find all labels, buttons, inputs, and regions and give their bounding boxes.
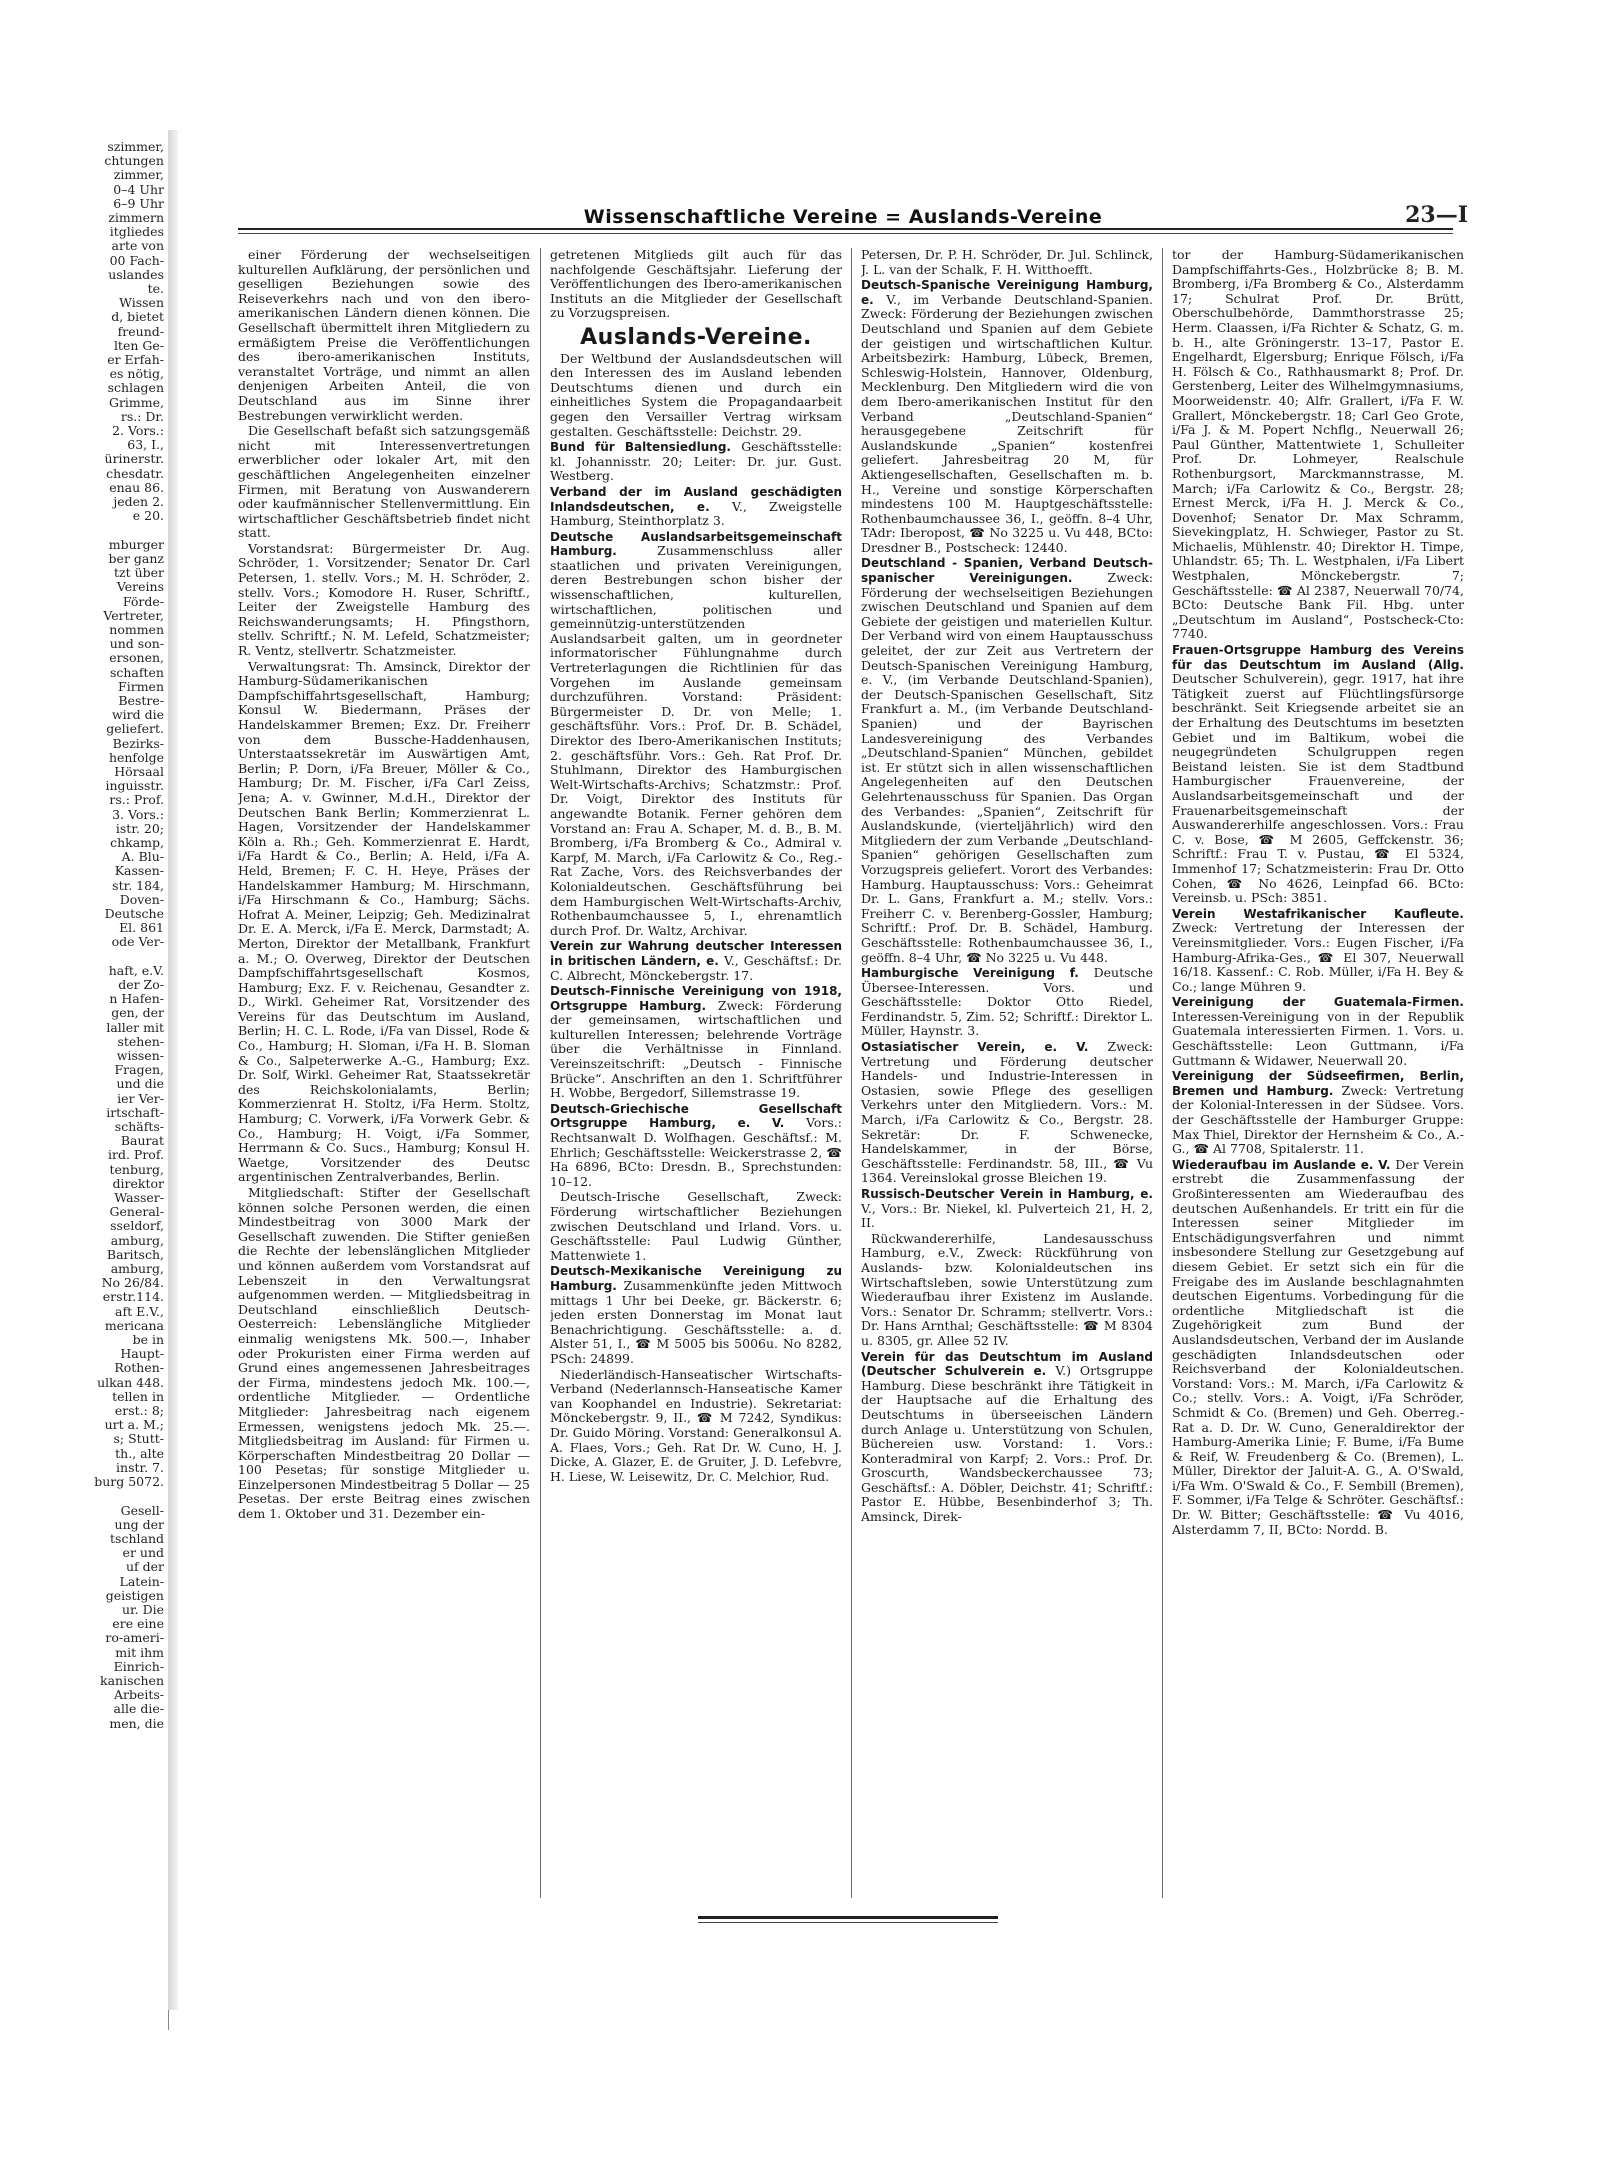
facing-page-fragment: [0, 140, 169, 2030]
directory-entry: Verwaltungsrat: Th. Amsinck, Direktor der Hamburg-Südamerikanischen Dampfschiffahrtsgesellschaft, Hamburg; Konsul W. Biedermann, Präses der Handelskammer Bremen; Exz. Dr. Freiherr von dem Bussche-Haddenhausen, Unterstaatssekretär im Auswärtigen Amt, Berlin; P. Dorn, i/Fa Breuer, Möller & Co., Hamburg; Dr. M. Fischer, i/Fa Carl Zeiss, Jena; A. v. Gwinner, M.d.H., Direktor der Deutschen Bank Berlin; Kommerzienrat L. Hagen, Vorsitzender der Handelskammer Köln a. Rh.; Geh. Kommerzienrat E. Hardt, i/Fa Hardt & Co., Berlin; A. Held, i/Fa A. Held, Bremen; F. C. H. Heye, Präses der Handelskammer Hamburg; M. Hirschmann, i/Fa Hirschmann & Co., Hamburg; Sächs. Hofrat A. Meiner, Leipzig; Geh. Medizinalrat Dr. E. A. Merck, i/Fa E. Merck, Darmstadt; A. Merton, Direktor der Metallbank, Frankfurt a. M.; O. Overweg, Direktor der Deutschen Dampfschiffahrtsgesellschaft Kosmos, Hamburg; Exz. F. v. Reichenau, Gesandter z. D., Wirkl. Geheimer Rat, Vorsitzender des Vereins für das Deutschtum im Ausland, Berlin; H. C. L. Rode, i/Fa van Dissel, Rode & Co., Hamburg; H. Sloman, i/Fa H. B. Sloman & Co., Salpeterwerke A.-G., Hamburg; Exz. Dr. Solf, Wirkl. Geheimer Rat, Staatssekretär des Reichskolonialamts, Berlin; Kommerzienrat H. Stoltz, i/Fa Herm. Stoltz, Hamburg; C. Vorwerk, i/Fa Vorwerk Gebr. & Co., Hamburg; H. Voigt, i/Fa Sommer, Herrmann & Co. Sucs., Hamburg; Konsul H. Waetge, Vorsitzender des Deutsc argentinischen Zentralverbandes, Berlin.: [238, 658, 530, 1185]
facing-page-line: schäfts-: [114, 1119, 164, 1135]
facing-page-line: er Erfah-: [107, 352, 164, 368]
facing-page-line: und son-: [109, 636, 164, 652]
facing-page-line: itgliedes: [109, 224, 164, 240]
directory-entry: Bund für Baltensiedlung. Geschäftsstelle: kl. Johannisstr. 20; Leiter: Dr. jur. Gust. Westberg.: [550, 439, 842, 484]
facing-page-line: chesdatr.: [106, 465, 164, 481]
entry-name: Verband der im Ausland geschädigten Inlandsdeutschen, e.: [550, 484, 842, 514]
facing-page-line: e 20.: [132, 508, 164, 524]
facing-page-line: 3. Vors.:: [112, 806, 164, 822]
facing-page-line: A. Blu-: [121, 849, 164, 865]
directory-entry: Verein zur Wahrung deutscher Interessen in britischen Ländern, e. V., Geschäftsf.: Dr. C. Albrecht, Mönckebergstr. 17.: [550, 939, 842, 983]
facing-page-line: te.: [147, 281, 164, 297]
facing-page-line: chkamp,: [110, 834, 164, 850]
column-3: [861, 248, 1153, 1908]
facing-page-line: Bezirks-: [112, 735, 164, 751]
facing-page-line: Vertreter,: [103, 607, 164, 623]
facing-page-line: schaften: [109, 664, 164, 680]
facing-page-line: geliefert.: [106, 721, 164, 737]
facing-page-line: [0, 523, 168, 537]
entry-name: Verein für das Deutschtum im Ausland (Deutscher Schulverein e.: [861, 1349, 1153, 1379]
header-rule: [238, 228, 1453, 230]
directory-entry: Vereinigung der Guatemala-Firmen. Interessen-Vereinigung von in der Republik Guatemala interessierten Firmen. 1. Vors. u. Geschäftsstelle: Leon Guttmann, i/Fa Guttmann & Widawer, Neuerwall 20.: [1172, 995, 1464, 1068]
directory-entry: Deutsch-Mexikanische Vereinigung zu Hamburg. Zusammenkünfte jeden Mittwoch mittags 1 Uhr bei Deeke, gr. Bäckerstr. 6; jeden ersten Donnerstag im Monat laut Benachrichtigung. Geschäftsstelle: a. d. Alster 51, I., ☎ M 5005 bis 5006u. No 8282, PSch: 24899.: [550, 1264, 842, 1366]
entry-name: Verein zur Wahrung deutscher Interessen in britischen Ländern, e.: [550, 939, 842, 968]
entry-name: Vereinigung der Südseefirmen, Berlin, Bremen und Hamburg.: [1172, 1069, 1464, 1098]
directory-entry: Petersen, Dr. P. H. Schröder, Dr. Jul. Schlinck, J. L. van der Schalk, F. H. Witthoefft.: [861, 248, 1153, 277]
facing-page-line: gen, der: [111, 1005, 164, 1021]
facing-page-line: und die: [116, 1076, 164, 1092]
directory-entry: Deutsch-Finnische Vereinigung von 1918, Ortsgruppe Hamburg. Zweck: Förderung der gemeinsamen, wirtschaftlichen und kulturellen Interessen; belehrende Vorträge über die Verhältnisse in Finnland. Vereinszeitschrift: „Deutsch - Finnische Brücke“. Anschriften an den 1. Schriftführer H. Wobbe, Bergedorf, Sillemstrasse 19.: [550, 984, 842, 1101]
directory-page: [238, 190, 1508, 1950]
facing-page-line: ur. Die: [121, 1601, 164, 1617]
facing-page-line: arte von: [111, 238, 164, 254]
facing-page-line: stehen-: [117, 1033, 164, 1049]
facing-page-line: uf der: [125, 1559, 164, 1575]
facing-page-line: Firmen: [118, 678, 164, 694]
facing-page-line: Förde-: [122, 593, 164, 609]
directory-entry: Deutsche Auslandsarbeitsgemeinschaft Hamburg. Zusammenschluss aller staatlichen und privaten Vereinigungen, deren Bestrebungen schon bisher der wissenschaftlichen, kulturellen, wirtschaftlichen, politischen und gemeinnützig-unterstützenden Auslandsarbeit galten, um in geordneter informatorischer Fühlungnahme durch Vertreterlagungen die Richtlinien für das Vorgehen im Auslande gemeinsam durchzuführen. Vorstand: Präsident: Bürgermeister D. Dr. von Melle; 1. geschäftsführ. Vors.: Prof. Dr. B. Schädel, Direktor des Ibero-Amerikanischen Instituts; 2. geschäftsführ. Vors.: Geh. Rat Prof. Dr. Stuhlmann, Direktor des Hamburgischen Welt-Wirtschafts-Archivs; Schatzmstr.: Prof. Dr. Voigt, Direktor des Instituts für angewandte Botanik. Ferner gehören dem Vorstand an: Frau A. Schaper, M. d. B., B. M. Bromberg, i/Fa Bromberg & Co., Admiral v. Karpf, M. March, i/Fa Carlowitz & Co., Reg.-Rat Zache, Vors. des Reichsverbandes der Kolonialdeutschen. Geschäftsführung bei dem Hamburgischen Welt-Wirtschafts-Archiv, Rothenbaumchaussee 5, I., ehrenamtlich durch Prof. Dr. Waltz, Archivar.: [550, 529, 842, 938]
facing-page-line: ird. Prof.: [108, 1147, 164, 1163]
entry-name: Frauen-Ortsgruppe Hamburg des Vereins für das Deutschtum im Ausland (Allg.: [1172, 643, 1464, 672]
directory-entry: Mitgliedschaft: Stifter der Gesellschaft können solche Personen werden, die einen Mindestbeitrag von 3000 Mark der Gesellschaft zuwenden. Die Stifter genießen die Rechte der lebenslänglichen Mitglieder und können außerdem vom Vorstandsrat auf Lebenszeit in den Verwaltungsrat aufgenommen werden. — Mitgliedsbeitrag in Deutschland einschließlich Deutsch-Oesterreich: Lebenslängliche Mitglieder einmalig wenigstens Mk. 500.—, Inhaber oder Prokuristen einer Firma werden auf Grund eines angemessenen Jahresbeitrages der Firma, mindestens jedoch Mk. 100.—, ordentliche Mitglieder. — Ordentliche Mitglieder: Jahresbeitrag nach eigenem Ermessen, wenigstens jedoch Mk. 25.—. Mitgliedsbeitrag im Ausland: für Firmen u. Körperschaften Mindestbeitrag 20 Dollar — 100 Pesetas; für sonstige Mitglieder u. Einzelpersonen Mindestbeitrag 5 Dollar — 25 Pesetas. Der erste Beitrag eines zwischen dem 1. Oktober und 31. Dezember ein-: [238, 1185, 530, 1522]
facing-page-line: uslandes: [108, 266, 164, 282]
entry-name: Deutsch-Mexikanische Vereinigung zu Hamburg.: [550, 1264, 842, 1293]
page-title: Wissenschaftliche Vereine = Auslands-Vereine: [583, 206, 1103, 228]
facing-page-line: ung der: [114, 1516, 164, 1532]
entry-name: Deutsche Auslandsarbeitsgemeinschaft Hamburg.: [550, 529, 842, 559]
facing-page-line: nommen: [109, 621, 164, 637]
directory-entry: Der Weltbund der Auslandsdeutschen will den Interessen des im Ausland lebenden Deutschtums dienen und durch ein einheitliches System die Propagandaarbeit gegen den Versailler Vertrag wirksam gestalten. Geschäftsstelle: Deichstr. 29.: [550, 350, 842, 439]
facing-page-line: Arbeits-: [113, 1687, 164, 1703]
facing-page-line: tschland: [110, 1530, 164, 1546]
facing-page-line: inguisstr.: [105, 778, 164, 794]
closing-rule-thin: [698, 1922, 998, 1923]
entry-name: Russisch-Deutscher Verein in Hamburg, e.: [861, 1187, 1153, 1201]
facing-page-line: Bestre-: [118, 692, 164, 708]
facing-page-line: 2. Vors.:: [112, 423, 164, 439]
directory-entry: Deutsch-Irische Gesellschaft, Zweck: Förderung wirtschaftlicher Beziehungen zwischen Deutschland und Irland. Vors. u. Geschäftsstelle: Paul Ludwig Günther, Mattenwiete 1.: [550, 1189, 842, 1263]
entry-name: Hamburgische Vereinigung f.: [861, 966, 1094, 981]
directory-entry: Ostasiatischer Verein, e. V. Zweck: Vertretung und Förderung deutscher Handels- und Industrie-Interessen in Ostasien, sowie Pflege des geselligen Verkehrs unter den Mitgliedern. Vors.: M. March, i/Fa Carlowitz & Co., Bergstr. 28. Sekretär: Dr. F. Schwenecke, Handelskammer, in der Börse, Geschäftsstelle: Ferdinandstr. 58, III., ☎ Vu 1364. Vereinslokal grosse Bleichen 19.: [861, 1039, 1153, 1186]
entry-name: Wiederaufbau im Auslande e. V.: [1172, 1157, 1396, 1172]
facing-page-line: burg 5072.: [94, 1474, 164, 1490]
facing-page-line: Baurat: [120, 1133, 164, 1149]
facing-page-line: wissen-: [116, 1048, 164, 1063]
facing-page-line: tenburg,: [109, 1161, 164, 1177]
book-gutter: [168, 130, 178, 2010]
facing-page-line: n Hafen-: [109, 991, 164, 1007]
directory-entry: Deutsch-Griechische Gesellschaft Ortsgruppe Hamburg, e. V. Vors.: Rechtsanwalt D. Wolfhagen. Geschäftsf.: M. Ehrlich; Geschäftsstelle: Weickerstrasse 2, ☎ Ha 6896, BCto: Dresdn. B., Sprechstunden: 10–12.: [550, 1101, 842, 1189]
facing-page-line: mericana: [104, 1317, 164, 1333]
facing-page-line: tzt über: [113, 565, 164, 581]
page-number: 23—I: [1405, 202, 1468, 228]
facing-page-line: enau 86.: [109, 479, 164, 495]
facing-page-line: ere eine: [112, 1616, 164, 1632]
facing-page-line: schlagen: [107, 380, 164, 396]
text-columns: [238, 248, 1464, 1948]
facing-page-line: [0, 1489, 168, 1503]
directory-entry: tor der Hamburg-Südamerikanischen Dampfschiffahrts-Ges., Holzbrücke 8; B. M. Bromberg, i/Fa Bromberg & Co., Alsterdamm 17; Schulrat Prof. Dr. Brütt, Oberschulbehörde, Dammthorstrasse 25; Herm. Claassen, i/Fa Richter & Schatz, G. m. b. H., alte Gröningerstr. 13–17, Pastor E. Engelhardt, Elgersburg; Enrique Fölsch, i/Fa H. Fölsch & Co., Rathhausmarkt 8; Prof. Dr. Gerstenberg, Leiter des Wilhelmgymnasiums, Moorweidenstr. 40; Alfr. Grallert, i/Fa F. W. Grallert, Mönckebergstr. 18; Carl Geo Grote, i/Fa J. & M. Popert Nchflg., Neuerwall 26; Paul Günther, Mattentwiete 1, Schulleiter Prof. Dr. Lohmeyer, Realschule Rothenburgsort, Marckmannstrasse, M. March; i/Fa Carlowitz & Co., Bergstr. 28; Ernest Merck, i/Fa H. J. Merck & Co., Dovenhof; Senator Dr. Max Schramm, Sievekingplatz, H. Schwieger, Pastor zu St. Michaelis, Mühlenstr. 40; Direktor H. Timpe, Uhlandstr. 65; Th. L. Westphalen, i/Fa Libert Westphalen, Mönckebergstr. 7; Geschäftsstelle: ☎ Al 2387, Neuerwall 70/74, BCto: Deutsche Bank Fil. Hbg. unter „Deutschtum im Ausland“, Postscheck-Cto: 7740.: [1172, 248, 1464, 642]
entry-name: Deutschland - Spanien, Verband Deutsch-spanischer Vereinigungen.: [861, 556, 1153, 586]
directory-entry: Niederländisch-Hanseatischer Wirtschafts-Verband (Nederlannsch-Hanseatische Kamer van Koophandel en Industrie). Sekretariat: Mönckebergstr. 9, II., ☎ M 7242, Syndikus: Dr. Guido Möring. Vorstand: Generalkonsul A. A. Flaes, Vors.; Geh. Rat Dr. W. Cuno, H. J. Dicke, A. Glazer, E. de Gruiter, J. D. Lefebvre, H. Liese, W. Leisewitz, Dr. C. Melchior, Rud.: [550, 1366, 842, 1484]
facing-page-line: ier Ver-: [117, 1090, 164, 1106]
facing-page-line: 0–4 Uhr: [113, 181, 164, 197]
facing-page-line: geistigen: [105, 1587, 164, 1603]
facing-page-line: freund-: [117, 323, 164, 339]
entry-name: Deutsch-Finnische Vereinigung von 1918, Ortsgruppe Hamburg.: [550, 984, 842, 1013]
facing-page-line: ode Ver-: [111, 934, 164, 950]
facing-page-line: Kassen-: [114, 863, 164, 879]
facing-page-line: ürinerstr.: [104, 451, 164, 467]
entry-name: Verein Westafrikanischer Kaufleute.: [1172, 906, 1464, 921]
directory-entry: einer Förderung der wechselseitigen kulturellen Aufklärung, der persönlichen und geselligen Beziehungen sowie des Reiseverkehrs nach und von den ibero-amerikanischen Ländern dienen können. Die Gesellschaft übermittelt ihren Mitgliedern zu ermäßigtem Preise die Veröffentlichungen des ibero-amerikanischen Instituts, veranstaltet Vorträge, und nimmt an allen denjenigen Arbeiten Anteil, die von Deutschland aus im Sinne ihrer Bestrebungen verwirklicht werden.: [238, 248, 530, 423]
facing-page-line: kanischen: [100, 1672, 164, 1688]
facing-page-line: General-: [109, 1204, 164, 1220]
closing-rule: [698, 1916, 998, 1919]
facing-page-line: istr. 20;: [115, 820, 164, 836]
facing-page-line: El. 861: [119, 920, 164, 936]
directory-entry: Verband der im Ausland geschädigten Inlandsdeutschen, e. V., Zweigstelle Hamburg, Steinthorplatz 3.: [550, 484, 842, 529]
column-1: [238, 248, 530, 1908]
facing-page-line: direktor: [112, 1175, 164, 1191]
facing-page-line: haft, e.V.: [108, 962, 164, 978]
directory-entry: Deutsch-Spanische Vereinigung Hamburg, e. V., im Verbande Deutschland-Spanien. Zweck: Förderung der Beziehungen zwischen Deutschland und Spanien auf dem Gebiete der geistigen und wirtschaftlichen Kultur. Arbeitsbezirk: Hamburg, Lübeck, Bremen, Schleswig-Holstein, Hannover, Oldenburg, Mecklenburg. Den Mitgliedern wird die von dem Ibero-amerikanischen Institut für den Verband „Deutschland-Spanien“ herausgegebene Zeitschrift für Auslandskunde „Spanien“ kostenfrei geliefert. Jahresbeitrag 20 M, für Aktiengesellschaften, Gesellschaften m. b. H., Vereine und sonstige Körperschaften mindestens 100 M. Hauptgeschäftsstelle: Rothenbaumchaussee 36, I., geöffn. 8–4 Uhr, TAdr: Iberopost, ☎ No 3225 u. Vu 448, BCto: Dresdner B., Postscheck: 12440.: [861, 278, 1153, 555]
entry-name: Ostasiatischer Verein, e. V.: [861, 1040, 1108, 1055]
section-heading: Auslands-Vereine.: [580, 324, 812, 350]
facing-page-line: rs.: Prof.: [109, 792, 164, 808]
facing-page-line: alle die-: [113, 1701, 164, 1717]
facing-page-line: chtungen: [104, 153, 164, 169]
facing-page-line: Baritsch,: [106, 1246, 164, 1262]
facing-page-line: Grimme,: [108, 394, 164, 410]
column-divider: [540, 248, 541, 1898]
facing-page-line: er und: [122, 1545, 164, 1561]
directory-entry: Hamburgische Vereinigung f. Deutsche Übersee-Interessen. Vors. und Geschäftsstelle: Doktor Otto Riedel, Ferdinandstr. 5, Zim. 52; Schriftf.: Direktor L. Müller, Haynstr. 3.: [861, 965, 1153, 1039]
directory-entry: Deutschland - Spanien, Verband Deutsch-spanischer Vereinigungen. Zweck: Förderung der wechselseitigen Beziehungen zwischen Deutschland und Spanien auf dem Gebiete der geistigen und materiellen Kultur. Der Verband wird von einem Hauptausschuss geleitet, der zur Zeit aus Vertretern der Deutsch-Spanischen Vereinigung Hamburg, e. V., (im Verbande Deutschland-Spanien), der Deutsch-Spanischen Gesellschaft, Sitz Frankfurt a. M., (im Verbande Deutschland-Spanien) und der Bayrischen Landesvereinigung des Verbandes „Deutschland-Spanien“ München, gebildet ist. Er stützt sich in allen wissenschaftlichen Angelegenheiten auf den Deutschen Gelehrtenausschuss für Spanien. Das Organ des Verbandes: „Spanien“, Zeitschrift für Auslandskunde, (vierteljährlich) wird den Mitgliedern der zum Verbande „Deutschland-Spanien“ gehörigen Gesellschaften zum Vorzugspreis geliefert. Vorort des Verbandes: Hamburg. Hauptausschuss: Vors.: Geheimrat Dr. L. Gans, Frankfurt a. M.; stellv. Vors.: Freiherr C. v. Berenberg-Gossler, Hamburg; Schriftf.: Prof. Dr. B. Schädel, Hamburg. Geschäftsstelle: Rothenbaumchaussee 36, I., geöffn. 8–4 Uhr, ☎ No 3225 u. Vu 448.: [861, 556, 1153, 965]
facing-page-line: 00 Fach-: [109, 252, 164, 268]
facing-page-line: aft E.V.,: [115, 1303, 164, 1319]
facing-page-line: es nötig,: [109, 366, 164, 382]
facing-page-line: tellen in: [112, 1388, 164, 1404]
facing-page-line: lten Ge-: [113, 337, 164, 353]
directory-entry: Russisch-Deutscher Verein in Hamburg, e. V., Vors.: Br. Niekel, kl. Pulverteich 21, H. 2, II.: [861, 1187, 1153, 1231]
facing-page-line: 6–9 Uhr: [113, 195, 164, 211]
facing-page-line: henfolge: [108, 749, 164, 765]
directory-entry: Vorstandsrat: Bürgermeister Dr. Aug. Schröder, 1. Vorsitzender; Senator Dr. Carl Petersen, 1. stellv. Vors.; M. H. Schröder, 2. stellv. Vors.; Komodore H. Ruser, Schriftf., Leiter der Zweigstelle Hamburg des Reichswanderungsamts; H. Pfingsthorn, stellv. Schriftf.; N. M. Lefeld, Schatzmeister; R. Ventz, stellvertr. Schatzmeister.: [238, 540, 530, 659]
facing-page-line: Rothen-: [114, 1360, 164, 1376]
facing-page-line: der Zo-: [118, 976, 164, 992]
directory-entry: Verein für das Deutschtum im Ausland (Deutscher Schulverein e. V.) Ortsgruppe Hamburg. Diese beschränkt ihre Tätigkeit in der Hauptsache auf die Erhaltung des Deutschtums in überseeischen Ländern durch Anlage u. Unterstützung von Schulen, Büchereien usw. Vorstand: 1. Vors.: Konteradmiral von Karpf; 2. Vors.: Prof. Dr. Groscurth, Wandsbeckerchaussee 73; Geschäftsf.: A. Döbler, Deichstr. 41; Schriftf.: Pastor E. Hübbe, Besenbinderhof 3; Th. Amsinck, Direk-: [861, 1349, 1153, 1525]
facing-page-line: Doven-: [119, 891, 164, 907]
facing-page-line: 63, I.,: [127, 437, 164, 453]
column-divider: [851, 248, 852, 1898]
facing-page-line: men, die: [109, 1715, 164, 1731]
facing-page-line: Latein-: [119, 1573, 164, 1589]
facing-page-line: zimmer,: [113, 167, 164, 183]
facing-page-line: Hörsaal: [114, 763, 164, 779]
facing-page-line: szimmer,: [107, 140, 164, 154]
facing-page-line: ber ganz: [108, 550, 164, 566]
facing-page-line: urt a. M.;: [104, 1417, 164, 1433]
facing-page-line: be in: [132, 1332, 164, 1348]
facing-page-line: Einrich-: [113, 1658, 164, 1674]
facing-page-line: Haupt-: [120, 1346, 164, 1362]
directory-entry: Vereinigung der Südseefirmen, Berlin, Bremen und Hamburg. Zweck: Vertretung der Kolonial-Interessen in der Südsee. Vors. der Geschäftsstelle der Hamburger Gruppe: Max Thiel, Direktor der Hernsheim & Co., A.-G., ☎ Al 7708, Spitalerstr. 11.: [1172, 1069, 1464, 1157]
facing-page-line: laller mit: [106, 1019, 164, 1035]
facing-page-line: d, bietet: [111, 309, 164, 325]
entry-name: Deutsch-Spanische Vereinigung Hamburg, e.: [861, 278, 1153, 307]
facing-page-line: mburger: [108, 536, 164, 552]
facing-page-line: rs.: Dr.: [120, 408, 164, 424]
facing-page-line: amburg,: [110, 1261, 164, 1277]
facing-page-line: ro-ameri-: [105, 1630, 164, 1646]
facing-page-line: Vereins: [116, 579, 164, 595]
directory-entry: Verein Westafrikanischer Kaufleute. Zweck: Vertretung der Interessen der Vereinsmitglieder. Vors.: Eugen Fischer, i/Fa Hamburg-Afrika-Ges., ☎ El 307, Neuerwall 16/18. Kassenf.: C. Rob. Müller, i/Fa H. Bey & Co.; lange Mühren 9.: [1172, 906, 1464, 994]
facing-page-line: Wasser-: [114, 1190, 164, 1206]
header-rule-thin: [238, 233, 1453, 234]
facing-page-line: erstr.114.: [102, 1289, 164, 1305]
directory-entry: Rückwandererhilfe, Landesausschuss Hamburg, e.V., Zweck: Rückführung von Auslands- bzw. Kolonialdeutschen ins Wirtschaftsleben, sowie Unterstützung zum Wiederaufbau ihrer Existenz im Auslande. Vors.: Senator Dr. Schramm; stellvertr. Vors.: Dr. Hans Arnthal; Geschäftsstelle: ☎ M 8304 u. 8305, gr. Allee 52 IV.: [861, 1230, 1153, 1348]
column-divider: [1162, 248, 1163, 1898]
column-2: [550, 248, 842, 1908]
facing-page-line: jeden 2.: [113, 494, 164, 510]
directory-entry: getretenen Mitglieds gilt auch für das nachfolgende Geschäftsjahr. Lieferung der Veröffentlichungen des Ibero-amerikanischen Instituts an die Mitglieder der Gesellschaft zu Vorzugspreisen.: [550, 248, 842, 321]
facing-page-line: instr. 7.: [116, 1459, 164, 1475]
facing-page-line: th., alte: [115, 1445, 164, 1461]
facing-page-line: ulkan 448.: [97, 1374, 164, 1390]
facing-page-line: No 26/84.: [101, 1275, 164, 1291]
facing-page-line: Gesell-: [120, 1502, 164, 1518]
facing-page-line: Deutsche: [104, 905, 164, 921]
running-head: [238, 196, 1468, 236]
facing-page-line: ersonen,: [109, 650, 164, 666]
facing-page-line: s; Stutt-: [113, 1431, 164, 1447]
directory-entry: Die Gesellschaft befaßt sich satzungsgemäß nicht mit Interessenvertretungen erwerblicher oder lokaler Art, mit den geschäftlichen Angelegenheiten einzelner Firmen, mit Beratung von Auswanderern oder kaufmännischer Stellenvermittlung. Ein wirtschaftlicher Geschäftsbetrieb findet nicht statt.: [238, 423, 530, 541]
column-4: [1172, 248, 1464, 1908]
facing-page-line: str. 184,: [112, 877, 164, 893]
facing-page-line: Fragen,: [114, 1062, 164, 1078]
entry-name: Vereinigung der Guatemala-Firmen.: [1172, 995, 1464, 1010]
directory-entry: Frauen-Ortsgruppe Hamburg des Vereins für das Deutschtum im Ausland (Allg. Deutscher Schulverein), gegr. 1917, hat ihre Tätigkeit zuerst auf Flüchtlingsfürsorge beschränkt. Seit Kriegsende arbeitet sie an der Erhaltung des Deutschtums im besetzten Gebiet und im Baltikum, wobei die neugegründeten Schulgruppen regen Beistand leisten. Sie ist dem Stadtbund Hamburgischer Frauenvereine, der Auslandsarbeitsgemeinschaft und der Frauenarbeitsgemeinschaft der Auswandererhilfe angeschlossen. Vors.: Frau C. v. Bose, ☎ M 2605, Geffckenstr. 36; Schriftf.: Frau T. v. Pustau, ☎ El 5324, Immenhof 17; Schatzmeisterin: Frau Dr. Otto Cohen, ☎ No 4626, Leinpfad 66. BCto: Vereinsb. u. PSch: 3851.: [1172, 643, 1464, 906]
facing-page-line: sseldorf,: [110, 1218, 164, 1234]
facing-page-line: [0, 950, 168, 964]
facing-page-line: erst.: 8;: [114, 1403, 164, 1419]
directory-entry: Wiederaufbau im Auslande e. V. Der Verein erstrebt die Zusammenfassung der Großinteressenten am Wiederaufbau des deutschen Außenhandels. Er tritt ein für die Interessen seiner Mitglieder im Entschädigungsverfahren und nimmt insbesondere Stellung zur Gesetzgebung auf diesem Gebiet. Er setzt sich ein für die Freigabe des im Auslande beschlagnahmten deutschen Eigentums. Vorbedingung für die ordentliche Mitgliedschaft ist die Zugehörigkeit zum Bund der Auslandsdeutschen, Verband der im Auslande geschädigten Inlandsdeutschen oder Reichsverband der Kolonialdeutschen. Vorstand: Vors.: M. March, i/Fa Carlowitz & Co.; stellv. Vors.: A. Voigt, i/Fa Schröder, Schmidt & Co. (Bremen) und Geh. Oberreg.-Rat a. D. Dr. W. Cuno, Generaldirektor der Hamburg-Amerika Linie; F. Bume, i/Fa Bume & Reif, W. Freudenberg & Co. (Bremen), L. Müller, Direktor der Jaluit-A. G., A. O'Swald, i/Fa Wm. O'Swald & Co., F. Sembill (Bremen), F. Sommer, i/Fa Telge & Schröter. Geschäftsf.: Dr. W. Bitter; Geschäftsstelle: ☎ Vu 4016, Alsterdamm 7, II, BCto: Nordd. B.: [1172, 1156, 1464, 1537]
entry-name: Bund für Baltensiedlung.: [550, 440, 742, 455]
facing-page-line: Wissen: [119, 295, 164, 311]
facing-page-line: zimmern: [108, 210, 164, 226]
facing-page-line: mit ihm: [115, 1644, 164, 1660]
entry-name: Deutsch-Griechische Gesellschaft Ortsgruppe Hamburg, e. V.: [550, 1101, 842, 1131]
facing-page-line: irtschaft-: [106, 1104, 164, 1120]
facing-page-line: wird die: [111, 707, 164, 723]
facing-page-line: amburg,: [110, 1232, 164, 1248]
